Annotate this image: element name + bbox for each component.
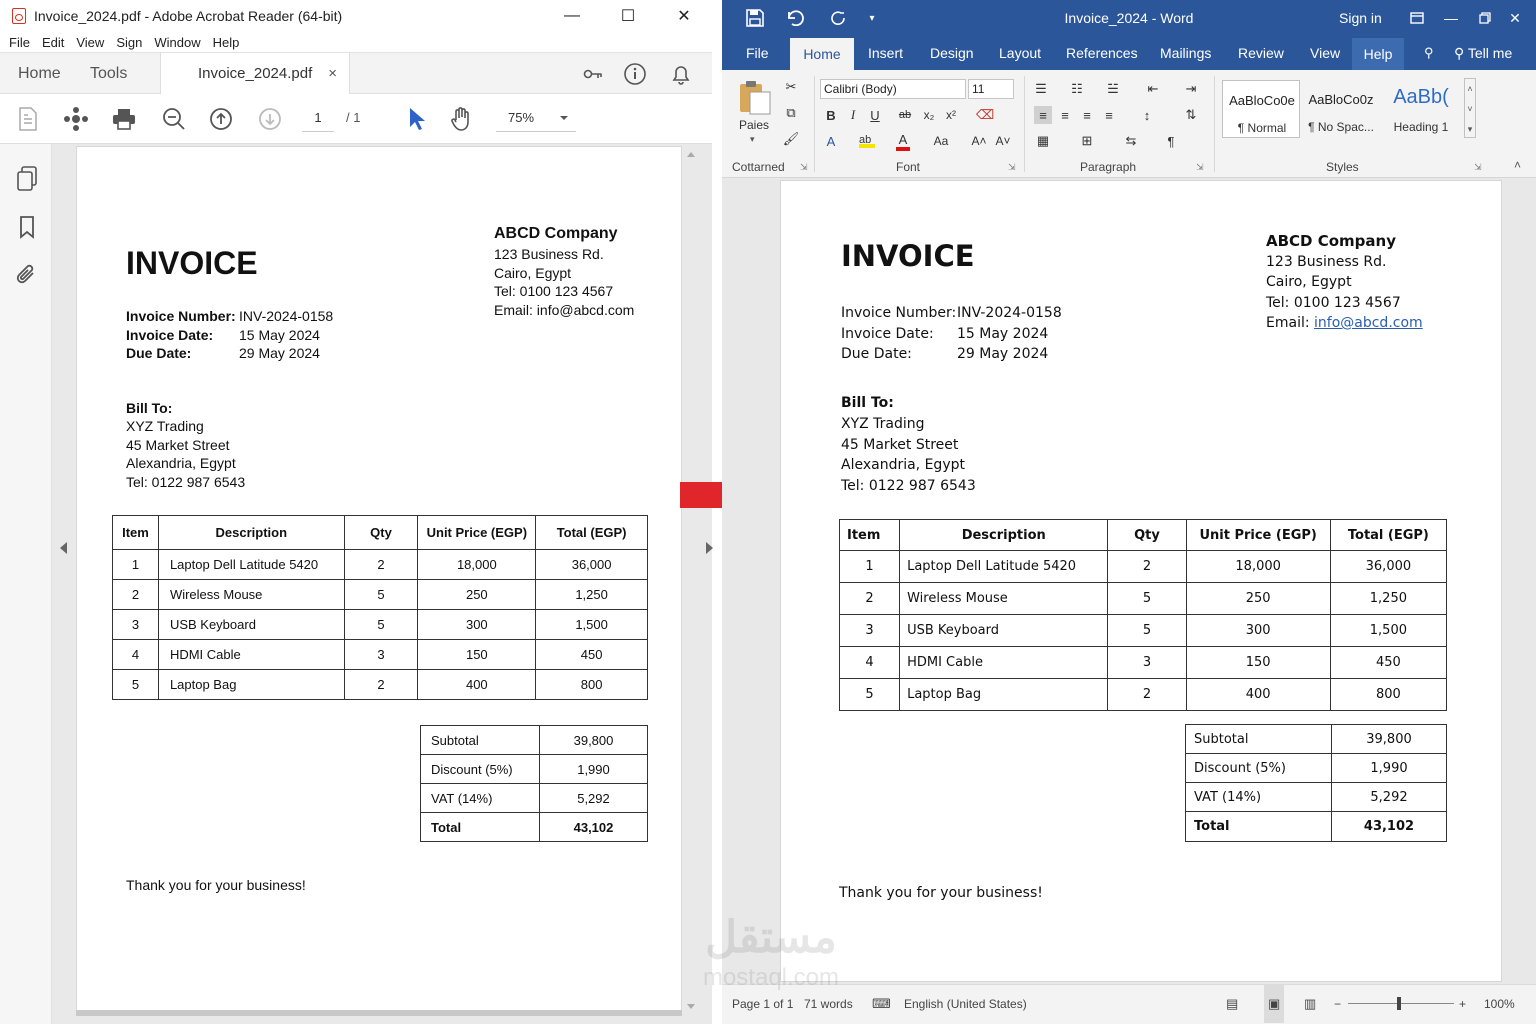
totals-row [1186,812,1447,842]
grow-font-icon[interactable]: A˄ [971,134,987,148]
subtotal-label: Subtotal [421,726,540,755]
discount-label: Discount (5%) [421,755,540,784]
invoice-heading: INVOICE [841,239,975,273]
cell-description: Wireless Mouse [158,580,344,610]
pages-thumbnail-icon[interactable] [14,166,40,192]
col-item: Item [113,516,159,550]
select-cursor-icon[interactable] [402,106,430,132]
minimize-icon[interactable]: — [1444,10,1458,26]
col-qty: Qty [1108,520,1186,551]
tab-help[interactable]: Help [1352,38,1404,70]
cell-item: 2 [840,583,900,615]
cell-item: 1 [840,551,900,583]
ribbon-separator [1214,76,1215,172]
menu-window[interactable]: Window [154,34,201,50]
tab-home[interactable]: Home [18,65,61,82]
previous-page-icon[interactable] [207,106,235,132]
paste-label[interactable]: Paies [739,118,770,132]
cell-item: 2 [113,580,159,610]
sort-icon[interactable]: ⇅ [1185,107,1197,122]
cell-qty: 3 [344,640,418,670]
cell-qty: 2 [344,550,418,580]
cell-total: 800 [536,670,648,700]
col-description: Description [900,520,1108,551]
menu-edit[interactable]: Edit [41,34,65,50]
text-effects-icon[interactable]: A [826,133,836,149]
thank-you-note: Thank you for your business! [126,877,306,893]
vat-value: 5,292 [1332,783,1447,812]
style-heading-1[interactable] [1382,80,1460,138]
shrink-font-icon[interactable]: A˅ [995,134,1011,148]
tab-tools[interactable]: Tools [90,65,128,82]
next-page-icon[interactable] [256,106,284,132]
invoice-number-value: INV-2024-0158 [957,305,1062,321]
cell-item: 4 [113,640,159,670]
numbering-icon[interactable]: ☷ [1071,81,1083,96]
cell-total: 1,250 [1330,583,1446,615]
collapse-ribbon-icon[interactable]: ˄ [1514,158,1522,172]
cell-description: Laptop Dell Latitude 5420 [900,551,1108,583]
vat-label: VAT (14%) [421,784,540,813]
tell-me-label: Tell me [1467,45,1513,61]
zoom-out-icon[interactable] [160,106,188,132]
share-icon[interactable] [62,106,90,132]
font-launcher-icon[interactable]: ⇲ [1008,162,1016,172]
hand-tool-icon[interactable] [448,106,476,132]
tab-review[interactable]: Review [1238,45,1284,61]
bill-to-line: 45 Market Street [841,437,959,453]
cell-qty: 5 [344,580,418,610]
read-mode-icon[interactable]: ▤ [1226,996,1239,1011]
page-count-label: / 1 [346,110,361,125]
decrease-indent-icon[interactable]: ⇤ [1147,81,1159,96]
style-preview: AaBloCo0e [1229,93,1295,108]
invoice-date-label: Invoice Date: [841,326,934,342]
invoice-number-label: Invoice Number: [126,308,236,324]
zoom-out-icon[interactable]: − [1334,997,1342,1011]
table-row [113,670,648,700]
cell-item: 5 [113,670,159,700]
cell-total: 1,500 [1330,615,1446,647]
ribbon-separator [814,76,815,172]
cell-item: 3 [113,610,159,640]
cell-total: 36,000 [1330,551,1446,583]
company-name: ABCD Company [1266,232,1396,250]
cell-unit-price: 150 [1186,647,1330,679]
style-name: ¶ No Spac... [1308,120,1374,134]
tab-view[interactable]: View [1310,45,1341,61]
cell-description: Wireless Mouse [900,583,1108,615]
cell-qty: 2 [344,670,418,700]
font-name-value: Calibri (Body) [824,82,897,96]
cell-unit-price: 250 [1186,583,1330,615]
due-date-label: Due Date: [841,346,912,362]
grand-total-value: 43,102 [540,813,648,842]
due-date-label: Due Date: [126,345,192,361]
subscript-icon[interactable]: x₂ [923,108,935,122]
highlight-icon[interactable]: ab [858,132,876,150]
clipboard-launcher-icon[interactable]: ⇲ [800,162,808,172]
cell-total: 1,250 [536,580,648,610]
show-marks-icon[interactable]: ¶ [1167,133,1175,149]
acrobat-title-bar [0,0,712,32]
company-city: Cairo, Egypt [1266,274,1352,290]
style-name: Heading 1 [1393,120,1449,134]
col-total: Total (EGP) [536,516,648,550]
col-unit-price: Unit Price (EGP) [1186,520,1330,551]
table-header-row [113,516,648,550]
invoice-date-label: Invoice Date: [126,327,214,343]
cell-qty: 5 [1108,583,1186,615]
tab-home[interactable]: Home [790,38,854,70]
customize-toolbar-icon[interactable]: ▾ [869,12,875,24]
due-date-value: 29 May 2024 [239,345,320,361]
copy-icon[interactable]: ⧉ [786,105,796,120]
company-email-line [1266,315,1423,331]
totals-row [1186,754,1447,783]
word-window-title: Invoice_2024 - Word [1064,10,1194,26]
zoom-value: 75% [508,110,535,125]
key-icon[interactable] [580,61,606,87]
multilevel-list-icon[interactable]: ☱ [1107,81,1119,96]
align-right-icon[interactable]: ≡ [1083,107,1091,123]
invoice-heading: INVOICE [126,245,258,281]
table-row [840,551,1447,583]
cell-unit-price: 300 [418,610,536,640]
bookmark-icon[interactable] [14,214,40,240]
bold-icon[interactable]: B [826,107,836,123]
grand-total-label: Total [421,813,540,842]
superscript-icon[interactable]: x² [946,108,956,122]
horizontal-scrollbar[interactable] [76,1010,682,1016]
cell-item: 1 [113,550,159,580]
tell-me-search[interactable] [1454,36,1512,70]
paste-icon[interactable] [738,78,772,116]
align-center-icon[interactable]: ≡ [1061,107,1069,123]
rtl-icon[interactable]: ⇆ [1125,133,1137,148]
table-row [840,647,1447,679]
tab-references[interactable]: References [1066,45,1138,61]
zoom-dropdown[interactable] [496,104,576,132]
cell-total: 36,000 [536,550,648,580]
ribbon-separator [1024,76,1025,172]
styles-group-label: Styles [1326,160,1359,174]
change-case-icon[interactable]: Aa [933,134,949,148]
cell-qty: 3 [1108,647,1186,679]
cell-description: USB Keyboard [158,610,344,640]
cell-item: 4 [840,647,900,679]
pdf-file-icon [12,8,26,24]
cell-description: Laptop Bag [900,679,1108,711]
sign-in-link[interactable]: Sign in [1339,10,1382,26]
company-tel: Tel: 0100 123 4567 [1266,295,1401,311]
vat-value: 5,292 [540,784,648,813]
items-table [112,515,648,700]
company-email: info@abcd.com [536,302,635,318]
company-city: Cairo, Egypt [494,265,572,281]
word-title-bar [722,0,1536,36]
table-header-row [840,520,1447,551]
cell-unit-price: 18,000 [418,550,536,580]
watermark-arabic: مستقل [705,913,837,962]
grand-total-label: Total [1186,812,1332,842]
collapse-left-panel-icon[interactable] [60,542,67,554]
close-icon[interactable]: ✕ [677,8,691,25]
strikethrough-icon[interactable]: ab [898,109,912,121]
word-ribbon-tabs [722,36,1536,70]
acrobat-left-panel [0,144,52,1024]
paragraph-launcher-icon[interactable]: ⇲ [1196,162,1204,172]
font-name-box[interactable] [820,79,966,99]
cell-unit-price: 400 [418,670,536,700]
vertical-scrollbar[interactable] [684,146,698,1016]
col-unit-price: Unit Price (EGP) [418,516,536,550]
menu-view[interactable]: View [76,34,105,50]
bill-to-line: Alexandria, Egypt [841,457,965,473]
col-qty: Qty [344,516,418,550]
email-label: Email: [494,302,537,318]
zoom-in-icon[interactable]: + [1459,997,1467,1011]
close-tab-icon[interactable]: × [328,65,337,82]
table-row [113,550,648,580]
bill-to-label: Bill To: [841,395,894,411]
bill-to-label: Bill To: [126,400,173,416]
table-row [840,583,1447,615]
tab-mailings[interactable]: Mailings [1160,45,1212,61]
lightbulb-icon[interactable]: ⚲ [1424,45,1434,60]
scroll-up-icon[interactable] [687,152,695,157]
cell-qty: 5 [344,610,418,640]
tab-file[interactable]: File [746,45,769,61]
acrobat-window-title: Invoice_2024.pdf - Adobe Acrobat Reader (64-bit) [34,8,343,24]
vat-label: VAT (14%) [1186,783,1332,812]
attachment-icon[interactable] [14,262,40,288]
pdf-page [76,146,682,1014]
ribbon-display-options-icon[interactable] [1400,0,1434,36]
company-email-line [494,302,634,318]
zoom-slider-track[interactable] [1348,1003,1454,1004]
style-name: ¶ Normal [1237,121,1287,135]
zoom-percentage[interactable]: 100% [1484,997,1515,1011]
totals-table [420,725,648,842]
totals-row [421,813,648,842]
bill-to-line: Tel: 0122 987 6543 [126,474,246,490]
tab-layout[interactable]: Layout [999,45,1042,61]
menu-sign[interactable]: Sign [116,34,143,50]
print-layout-icon[interactable]: ▣ [1264,985,1284,1023]
watermark-latin: mostaql.com [702,964,840,991]
table-row [113,610,648,640]
grand-total-value: 43,102 [1332,812,1447,842]
totals-row [421,726,648,755]
search-bulb-icon: ⚲ [1454,45,1468,61]
cell-description: Laptop Bag [158,670,344,700]
help-circle-icon[interactable] [622,61,648,87]
table-row [113,580,648,610]
italic-icon[interactable]: I [850,107,856,122]
font-color-icon[interactable]: A [894,132,912,150]
font-group-label: Font [896,160,921,174]
items-table [839,519,1447,711]
col-total: Total (EGP) [1330,520,1446,551]
web-layout-icon[interactable]: ▥ [1304,996,1317,1011]
word-page [780,180,1502,982]
menu-file[interactable]: File [9,34,30,50]
cell-qty: 2 [1108,679,1186,711]
bill-to-line: XYZ Trading [841,416,925,432]
invoice-number-label: Invoice Number: [841,305,957,321]
zoom-slider-thumb[interactable] [1397,997,1401,1010]
language-status[interactable]: English (United States) [904,997,1027,1011]
style-preview: AaBb( [1393,86,1449,108]
style-normal[interactable] [1222,80,1300,138]
discount-label: Discount (5%) [1186,754,1332,783]
subtotal-label: Subtotal [1186,725,1332,754]
font-size-box[interactable] [968,79,1014,99]
line-spacing-icon[interactable]: ↕ [1143,107,1151,123]
maximize-icon[interactable]: ☐ [620,8,636,25]
bullets-icon[interactable]: ☰ [1035,81,1047,96]
page-number-input[interactable]: 1 [302,104,334,132]
discount-value: 1,990 [1332,754,1447,783]
cell-unit-price: 250 [418,580,536,610]
style-no-spacing[interactable] [1302,80,1380,138]
company-street: 123 Business Rd. [1266,254,1387,270]
invoice-number-value: INV-2024-0158 [239,308,334,324]
subtotal-value: 39,800 [540,726,648,755]
restore-icon[interactable] [1468,0,1502,36]
table-row [113,640,648,670]
totals-row [1186,725,1447,754]
menu-help[interactable]: Help [212,34,240,50]
totals-row [1186,783,1447,812]
font-size-value: 11 [972,82,985,96]
cell-unit-price: 150 [418,640,536,670]
acrobat-menu-bar [0,32,712,52]
col-description: Description [158,516,344,550]
cell-unit-price: 400 [1186,679,1330,711]
paste-dropdown-icon[interactable]: ▾ [750,134,755,144]
chevron-down-icon [560,116,568,120]
clipboard-group-label: Cottarned [732,160,785,174]
cell-description: HDMI Cable [900,647,1108,679]
cell-description: USB Keyboard [900,615,1108,647]
bill-to-line: Alexandria, Egypt [126,455,236,471]
discount-value: 1,990 [540,755,648,784]
table-row [840,615,1447,647]
subtotal-value: 39,800 [1332,725,1447,754]
cell-qty: 2 [1108,551,1186,583]
totals-table [1185,724,1447,842]
styles-gallery-scroll[interactable]: ˄ ˅ ▾ [1464,78,1476,138]
acrobat-window [0,0,712,1024]
shading-icon[interactable]: ▦ [1036,133,1050,148]
print-icon[interactable] [110,106,138,132]
page-count-status[interactable]: Page 1 of 1 [732,997,794,1011]
word-vertical-scrollbar[interactable] [1504,180,1534,982]
style-preview: AaBloCo0z [1308,92,1374,107]
cell-total: 800 [1330,679,1446,711]
justify-icon[interactable]: ≡ [1105,107,1113,123]
bill-to-line: Tel: 0122 987 6543 [841,478,976,494]
company-email-link[interactable]: info@abcd.com [1314,315,1423,331]
cell-total: 450 [1330,647,1446,679]
cell-item: 3 [840,615,900,647]
cell-unit-price: 18,000 [1186,551,1330,583]
company-street: 123 Business Rd. [494,246,604,262]
totals-row [421,755,648,784]
paragraph-group-label: Paragraph [1080,160,1137,174]
borders-icon[interactable]: ⊞ [1081,133,1093,148]
email-label: Email: [1266,315,1315,331]
cell-description: HDMI Cable [158,640,344,670]
minimize-icon[interactable]: — [564,7,580,24]
company-tel: Tel: 0100 123 4567 [494,283,614,299]
invoice-date-value: 15 May 2024 [957,326,1049,342]
align-left-icon[interactable]: ≡ [1034,106,1052,124]
company-name: ABCD Company [494,225,618,242]
totals-row [421,784,648,813]
cell-description: Laptop Dell Latitude 5420 [158,550,344,580]
bill-to-line: 45 Market Street [126,437,230,453]
document-tab-label: Invoice_2024.pdf [198,65,313,82]
notification-bell-icon[interactable] [668,61,694,87]
tab-insert[interactable]: Insert [868,45,904,61]
cell-qty: 5 [1108,615,1186,647]
word-count-status[interactable]: 71 words [804,997,853,1011]
watermark-logo [676,912,866,1012]
invoice-date-value: 15 May 2024 [239,327,320,343]
cell-total: 450 [536,640,648,670]
cut-icon[interactable]: ✂ [785,79,797,94]
word-ribbon [722,70,1536,178]
tab-design[interactable]: Design [930,45,974,61]
close-icon[interactable]: ✕ [1509,9,1521,26]
increase-indent-icon[interactable]: ⇥ [1185,81,1197,96]
tab-document[interactable] [160,53,350,95]
acrobat-toolbar [0,94,712,144]
due-date-value: 29 May 2024 [957,346,1049,362]
expand-right-panel-icon[interactable] [706,542,713,554]
bill-to-line: XYZ Trading [126,418,204,434]
acrobat-tab-bar [0,52,712,94]
styles-launcher-icon[interactable]: ⇲ [1474,162,1482,172]
thank-you-note: Thank you for your business! [839,885,1043,901]
cell-item: 5 [840,679,900,711]
clear-formatting-icon[interactable]: ⌫ [975,107,995,122]
underline-icon[interactable]: U [870,107,880,123]
cell-total: 1,500 [536,610,648,640]
table-row [840,679,1447,711]
proofing-icon[interactable]: ⌨ [872,996,891,1011]
col-item: Item [840,520,900,551]
format-painter-icon[interactable]: 🖌 [782,131,800,146]
cell-unit-price: 300 [1186,615,1330,647]
save-file-icon[interactable] [14,106,42,132]
